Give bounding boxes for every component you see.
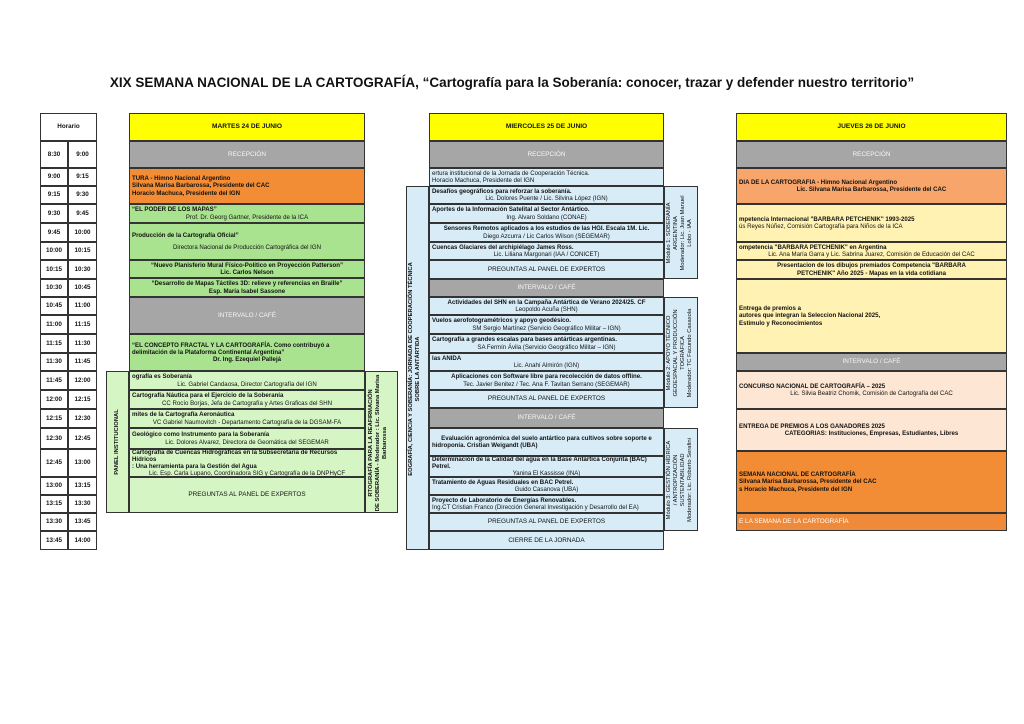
tuesday-panel-item-3-speaker: VC Gabriel Naumovitch - Departamento Cartografía de la DGSAM-FA xyxy=(152,418,342,426)
thursday-cierre-line-1: SEMANA NACIONAL DE CARTOGRAFÍA xyxy=(739,471,856,479)
tuesday-panel-item-1-title: ografía es Soberanía xyxy=(132,373,192,381)
time-start: 11:45 xyxy=(40,371,68,390)
wednesday-m2-item-4-title: las ANIDA xyxy=(432,354,462,362)
wednesday-modulo-2-label xyxy=(666,299,694,407)
thursday-ganadores xyxy=(736,409,1007,451)
wednesday-m2-item-5 xyxy=(429,371,664,390)
wednesday-modulo-3-line-1: Módulo 3: GESTIÓN HÍDRICA xyxy=(666,440,672,520)
tuesday-panel-item-4 xyxy=(129,428,365,449)
time-end: 9:45 xyxy=(68,204,97,223)
time-end: 10:00 xyxy=(68,223,97,242)
tuesday-panel-preguntas-label: PREGUNTAS AL PANEL DE EXPERTOS xyxy=(188,491,306,499)
wednesday-m2-item-5-speaker: Tec. Javier Benitez / Tec. Ana F. Tavitan Serrano (SEGEMAR) xyxy=(463,380,630,388)
wednesday-m2-preguntas-label: PREGUNTAS AL PANEL DE EXPERTOS xyxy=(487,395,606,403)
time-end: 13:30 xyxy=(68,495,97,513)
time-start: 11:00 xyxy=(40,315,68,334)
page-title: XIX SEMANA NACIONAL DE LA CARTOGRAFÍA, “Cartografía para la Soberanía: conocer, trazar y defender nuestro territorio” xyxy=(109,75,915,90)
time-start: 10:45 xyxy=(40,297,68,315)
tuesday-panel-side-3: Barbarossa xyxy=(382,427,388,459)
wednesday-opening xyxy=(429,168,664,186)
wednesday-modulo-1-line-3: Moderador: Lic. Juan Manuel xyxy=(680,195,686,271)
tuesday-panel-label-box xyxy=(106,371,129,513)
tuesday-panel-preguntas xyxy=(129,477,365,513)
tuesday-fractal xyxy=(129,334,365,371)
time-start: 13:15 xyxy=(40,495,68,513)
tuesday-panel-label: PANEL INSTITUCIONAL xyxy=(114,409,120,475)
time-end: 13:00 xyxy=(68,449,97,477)
tuesday-mapas xyxy=(129,204,365,223)
thursday-intervalo: INTERVALO / CAFÉ xyxy=(736,353,1007,371)
tuesday-panel-item-5-speaker: Lic. Esp. Carla Lupano, Coordinadora SIG y Cartografía de la DNPHyCF xyxy=(148,470,346,477)
wednesday-m1-preguntas xyxy=(429,260,664,279)
time-start: 13:45 xyxy=(40,531,68,550)
tuesday-panel-item-5 xyxy=(129,449,365,477)
tuesday-panel-side-1: RTOGRAFÍA PARA LA REAFIRMACIÓN xyxy=(368,389,374,497)
wednesday-m1-item-4-speaker: Lic. Liliana Margonari (IAA / CONICET) xyxy=(493,251,600,258)
wednesday-m3-item-2-title: Determinación de la Calidad del agua en la Base Antártica Conjunta (BAC) Petrel. xyxy=(432,456,647,470)
tuesday-header: MARTES 24 DE JUNIO xyxy=(129,113,365,141)
wednesday-modulo-3-box xyxy=(664,428,698,531)
wednesday-modulo-3-line-4: Moderador: Lic. Roberto Serafini xyxy=(687,438,693,522)
wednesday-side-label-1: EOGRAFÍA, CIENCIA Y SOBERANÍA: JORNADA DE COOPERACIÓN TÉCNICA xyxy=(408,262,414,476)
wednesday-modulo-3-line-2: / ANTROPIZACIÓN xyxy=(673,454,679,506)
wednesday-modulo-1-box xyxy=(664,186,698,279)
wednesday-intervalo-2: INTERVALO / CAFÉ xyxy=(429,408,664,428)
wednesday-m3-item-1 xyxy=(429,428,664,456)
wednesday-m1-item-1 xyxy=(429,186,664,204)
wednesday-m2-item-2-title: Vuelos aerofotogramétricos y apoyo geodésico. xyxy=(432,317,571,325)
tuesday-planisferio-speaker: Lic. Carlos Nelson xyxy=(220,269,274,276)
wednesday-header: MIERCOLES 25 DE JUNIO xyxy=(429,113,664,141)
wednesday-opening-line-1: ertura institucional de la Jornada de Cooperación Técnica. xyxy=(432,169,590,177)
wednesday-recepcion: RECEPCIÓN xyxy=(429,141,664,168)
thursday-premios-line-3: Estimulo y Reconocimientos xyxy=(739,319,823,327)
tuesday-intervalo: INTERVALO / CAFÉ xyxy=(129,297,365,334)
wednesday-m3-item-2-speaker: Yanina El Kassisse (INA) xyxy=(512,470,581,477)
thursday-opening-line-1: DIA DE LA CARTOGRAFIA - Himno Nacional Argentino xyxy=(739,178,898,186)
wednesday-m1-item-2-title: Aportes de la Información Satelital al Sector Antártico. xyxy=(432,206,590,214)
tuesday-panel-side-box xyxy=(365,371,398,513)
time-end: 10:45 xyxy=(68,279,97,297)
time-header: Horario xyxy=(40,113,97,141)
time-end: 11:15 xyxy=(68,315,97,334)
time-end: 10:15 xyxy=(68,242,97,260)
wednesday-intervalo-1: INTERVALO / CAFÉ xyxy=(429,279,664,297)
wednesday-m2-item-1-title: Actividades del SHN en la Campaña Antártica de Verano 2024/25. CF xyxy=(447,298,646,306)
wednesday-modulo-2-line-2: GEOESPACIAL Y PRODUCCIÓN xyxy=(673,309,679,397)
wednesday-m3-item-4 xyxy=(429,495,664,513)
tuesday-panel-item-2 xyxy=(129,390,365,409)
wednesday-m3-preguntas xyxy=(429,513,664,531)
thursday-presentacion-line-1: Presentacion de los dibujos premiados Competencia "BARBARA xyxy=(777,262,966,270)
thursday-premios xyxy=(736,279,1007,353)
wednesday-m1-item-1-title: Desafíos geográficos para reforzar la soberanía. xyxy=(432,187,572,195)
tuesday-fractal-speaker: Dr. Ing. Ezequiel Pallejá xyxy=(212,356,282,364)
wednesday-m2-item-3-speaker: SA Fermín Ávila (Servicio Geográfico Militar – IGN) xyxy=(477,343,616,351)
tuesday-tactiles xyxy=(129,278,365,297)
tuesday-panel-item-2-speaker: CC Rocío Borjas, Jefa de Cartografía y Artes Graficas del SHN xyxy=(161,399,332,407)
thursday-opening-line-2: Lic. Silvana Marisa Barbarossa, Presidente del CAC xyxy=(796,186,947,193)
thursday-premios-line-2: autores que integran la Seleccion Nacional 2025, xyxy=(739,312,881,320)
time-end: 13:15 xyxy=(68,477,97,495)
wednesday-modulo-1-line-4: Lobo - IAA xyxy=(687,219,693,247)
tuesday-planisferio xyxy=(129,260,365,278)
wednesday-side-label-2: SOBRE LA ANTÁRTIDA xyxy=(415,336,421,402)
wednesday-cierre-label: CIERRE DE LA JORNADA xyxy=(508,536,585,544)
time-end: 10:30 xyxy=(68,260,97,279)
time-start: 10:15 xyxy=(40,260,68,279)
time-end: 9:15 xyxy=(68,168,97,186)
tuesday-opening-line-1: TURA - Himno Nacional Argentino xyxy=(132,175,231,183)
wednesday-side-box xyxy=(406,186,429,550)
wednesday-m3-item-3-title: Tratamiento de Aguas Residuales en BAC Petrel. xyxy=(432,478,574,486)
thursday-petchenik-1-speaker: ús Reyes Núñez, Comisión Cartografía para Niños de la ICA xyxy=(739,223,903,230)
wednesday-m1-preguntas-label: PREGUNTAS AL PANEL DE EXPERTOS xyxy=(487,265,606,273)
wednesday-m1-item-3-title: Sensores Remotos aplicados a los estudios de las HGI. Escala 1M. Lic. xyxy=(443,225,650,233)
wednesday-modulo-3-label xyxy=(666,430,694,530)
tuesday-tactiles-speaker: Esp. María Isabel Sassone xyxy=(208,287,286,295)
time-end: 12:00 xyxy=(68,371,97,390)
wednesday-modulo-2-line-4: Moderador: TC Facundo Casasola xyxy=(687,308,693,398)
thursday-petchenik-2-title: ompetencia "BARBARA PETCHENIK" en Argentina xyxy=(739,243,887,251)
time-start: 12:30 xyxy=(40,428,68,449)
wednesday-modulo-2-box xyxy=(664,297,698,408)
tuesday-produccion xyxy=(129,223,365,260)
thursday-ganadores-title: ENTREGA DE PREMIOS A LOS GANADORES 2025 xyxy=(739,422,885,430)
time-start: 12:00 xyxy=(40,390,68,409)
time-end: 11:30 xyxy=(68,334,97,353)
wednesday-m2-item-3 xyxy=(429,334,664,353)
tuesday-recepcion: RECEPCIÓN xyxy=(129,141,365,168)
tuesday-fractal-title-1: “EL CONCEPTO FRACTAL Y LA CARTOGRAFÍA. Como contribuyó a xyxy=(132,341,330,349)
tuesday-panel-item-3 xyxy=(129,409,365,428)
wednesday-m3-item-1-title: Evaluación agronómica del suelo antártico para cultivos sobre soporte e xyxy=(441,434,652,442)
tuesday-panel-item-1 xyxy=(129,371,365,390)
time-end: 9:00 xyxy=(68,141,97,168)
time-end: 11:45 xyxy=(68,353,97,371)
tuesday-panel-item-2-title: Cartografía Náutica para el Ejercicio de la Soberanía xyxy=(132,392,284,400)
thursday-petchenik-2-speaker: Lic. Ana María Garra y Lic. Sabrina Juarez, Comisión de Educación del CAC xyxy=(768,251,975,258)
tuesday-mapas-title: “EL PODER DE LOS MAPAS” xyxy=(132,206,217,214)
time-start: 11:15 xyxy=(40,334,68,353)
time-start: 12:45 xyxy=(40,449,68,477)
tuesday-panel-item-3-title: mites de la Cartografía Aeronáutica xyxy=(132,411,235,419)
tuesday-panel-item-4-speaker: Lic. Dolores Alvarez, Directora de Geomática del SEGEMAR xyxy=(165,438,329,446)
time-start: 10:00 xyxy=(40,242,68,260)
wednesday-m1-item-1-speaker: Lic. Dolores Puente / Lic. Silvina López (IGN) xyxy=(485,195,608,202)
thursday-presentacion-line-2: PETCHENIK" Año 2025 - Mapas en la vida cotidiana xyxy=(797,269,946,277)
wednesday-m3-item-1-speaker: hidroponía. Cristian Weigandt (UBA) xyxy=(432,442,538,449)
wednesday-modulo-1-line-2: ARGENTINA xyxy=(673,216,679,250)
wednesday-modulo-1-label xyxy=(666,188,694,278)
wednesday-modulo-1-line-1: Módulo 1: SOBERANÍA xyxy=(666,202,672,264)
tuesday-mapas-speaker: Prof. Dr. Georg Gartner, Presidente de la ICA xyxy=(185,213,309,221)
thursday-petchenik-2 xyxy=(736,242,1007,260)
time-start: 9:30 xyxy=(40,204,68,223)
wednesday-m3-item-2 xyxy=(429,456,664,477)
wednesday-cierre xyxy=(429,531,664,550)
time-end: 14:00 xyxy=(68,531,97,550)
wednesday-opening-line-2: Horacio Machuca, Presidente del IGN xyxy=(432,177,535,184)
wednesday-m2-item-1-speaker: Leopoldo Acuña (SHN) xyxy=(515,306,578,313)
wednesday-m3-item-3 xyxy=(429,477,664,495)
tuesday-opening-line-2: Silvana Marisa Barbarossa, Presidente del CAC xyxy=(132,182,270,190)
time-start: 9:00 xyxy=(40,168,68,186)
thursday-presentacion xyxy=(736,260,1007,279)
time-start: 9:45 xyxy=(40,223,68,242)
tuesday-panel-item-5-title: Cartografía de Cuencas Hidrográficas en la Subsecretaría de Recursos Hídricos xyxy=(132,449,338,463)
wednesday-m1-item-3-speaker: Diego Azcurra / Lic Carlos Wilson (SEGEMAR) xyxy=(483,232,610,240)
time-end: 12:30 xyxy=(68,409,97,428)
tuesday-produccion-title: Producción de la Cartografía Oficial” xyxy=(132,231,239,239)
wednesday-modulo-2-line-3: TOGRÁFICA xyxy=(680,336,686,370)
time-start: 10:30 xyxy=(40,279,68,297)
time-start: 13:00 xyxy=(40,477,68,495)
time-end: 13:45 xyxy=(68,513,97,531)
wednesday-m2-item-5-title: Aplicaciones con Software libre para recolección de datos offline. xyxy=(451,373,642,381)
wednesday-m1-item-3 xyxy=(429,223,664,242)
time-end: 9:30 xyxy=(68,186,97,204)
time-start: 9:15 xyxy=(40,186,68,204)
thursday-concurso-speaker: Lic. Silvia Beatriz Chomik, Comisión de Cartografía del CAC xyxy=(790,390,953,397)
wednesday-m2-preguntas xyxy=(429,390,664,408)
time-start: 12:15 xyxy=(40,409,68,428)
thursday-cierre-line-2: Silvana Marisa Barbarossa, Presidente del CAC xyxy=(739,478,877,486)
thursday-concurso-title: CONCURSO NACIONAL DE CARTOGRAFÍA – 2025 xyxy=(739,382,886,390)
time-start: 8:30 xyxy=(40,141,68,168)
wednesday-m3-item-3-speaker: Guido Casanova (UBA) xyxy=(514,486,579,493)
time-end: 12:15 xyxy=(68,390,97,409)
wednesday-modulo-2-line-1: Módulo 2: APOYO TÉCNICO xyxy=(666,315,672,391)
time-end: 12:45 xyxy=(68,428,97,449)
wednesday-m2-item-2 xyxy=(429,315,664,334)
thursday-opening xyxy=(736,168,1007,204)
wednesday-m3-preguntas-label: PREGUNTAS AL PANEL DE EXPERTOS xyxy=(487,518,606,526)
tuesday-panel-item-4-title: Geológico como Instrumento para la Soberanía xyxy=(132,431,270,439)
tuesday-panel-side-2: DE SOBERANÍA - Moderador : Lic. Silvana Marisa xyxy=(375,374,381,512)
wednesday-m1-item-4 xyxy=(429,242,664,260)
thursday-cierre xyxy=(736,451,1007,513)
tuesday-fractal-title-2: delimitación de la Plataforma Continental Argentina” xyxy=(132,348,285,356)
wednesday-m1-item-2-speaker: Ing. Alvaro Soldano (CONAE) xyxy=(506,213,587,221)
time-end: 11:00 xyxy=(68,297,97,315)
tuesday-planisferio-title: “Nuevo Planisferio Mural Físico-Político en Proyección Patterson” xyxy=(151,261,343,269)
time-start: 13:30 xyxy=(40,513,68,531)
wednesday-m1-item-4-title: Cuencas Glaciares del archipiélago James Ross. xyxy=(432,243,574,251)
wednesday-m2-item-4 xyxy=(429,353,664,371)
wednesday-m2-item-4-speaker: Lic. Anahí Almirón (IGN) xyxy=(513,362,580,369)
thursday-recepcion: RECEPCIÓN xyxy=(736,141,1007,168)
tuesday-produccion-speaker: Directora Nacional de Producción Cartográfica del IGN xyxy=(172,244,321,251)
thursday-header: JUEVES 26 DE JUNIO xyxy=(736,113,1007,141)
wednesday-m2-item-3-title: Cartografía a grandes escalas para bases antárticas argentinas. xyxy=(432,336,617,344)
tuesday-tactiles-title: “Desarrollo de Mapas Táctiles 3D: relieve y referencias en Braille” xyxy=(151,280,343,288)
tuesday-panel-item-1-speaker: Lic. Gabriel Candaosa, Director Cartografía del IGN xyxy=(177,380,317,388)
thursday-petchenik-1-title: mpetencia Internacional "BARBARA PETCHENIK" 1993-2025 xyxy=(739,215,915,223)
wednesday-m2-item-1 xyxy=(429,297,664,315)
thursday-ganadores-categorias: CATEGORIAS: Instituciones, Empresas, Estudiantes, Libres xyxy=(784,430,959,437)
thursday-final: E LA SEMANA DE LA CARTOGRAFÍA xyxy=(736,513,1007,531)
wednesday-m2-item-2-speaker: SM Sergio Martínez (Servicio Geográfico Militar – IGN) xyxy=(472,324,621,332)
tuesday-panel-item-5-subtitle: : Una herramienta para la Gestión del Agua xyxy=(132,463,257,470)
thursday-concurso xyxy=(736,371,1007,409)
wednesday-m3-item-4-speaker: Ing.CT Cristian Franco (Dirección General Investigación y Desarrollo del EA) xyxy=(432,504,639,511)
wednesday-m1-item-2 xyxy=(429,204,664,223)
time-start: 11:30 xyxy=(40,353,68,371)
tuesday-panel-side xyxy=(368,374,389,512)
wednesday-m3-item-4-title: Proyecto de Laboratorio de Energías Renovables. xyxy=(432,496,577,504)
tuesday-opening xyxy=(129,168,365,204)
thursday-premios-line-1: Entrega de premios a xyxy=(739,305,801,313)
wednesday-side-label xyxy=(408,189,422,549)
tuesday-opening-line-3: Horacio Machuca, Presidente del IGN xyxy=(132,189,241,197)
wednesday-modulo-3-line-3: SUSTENTABILIDAD xyxy=(680,453,686,507)
thursday-petchenik-1 xyxy=(736,204,1007,242)
thursday-cierre-line-3: s Horacio Machuca, Presidente del IGN xyxy=(739,485,853,493)
